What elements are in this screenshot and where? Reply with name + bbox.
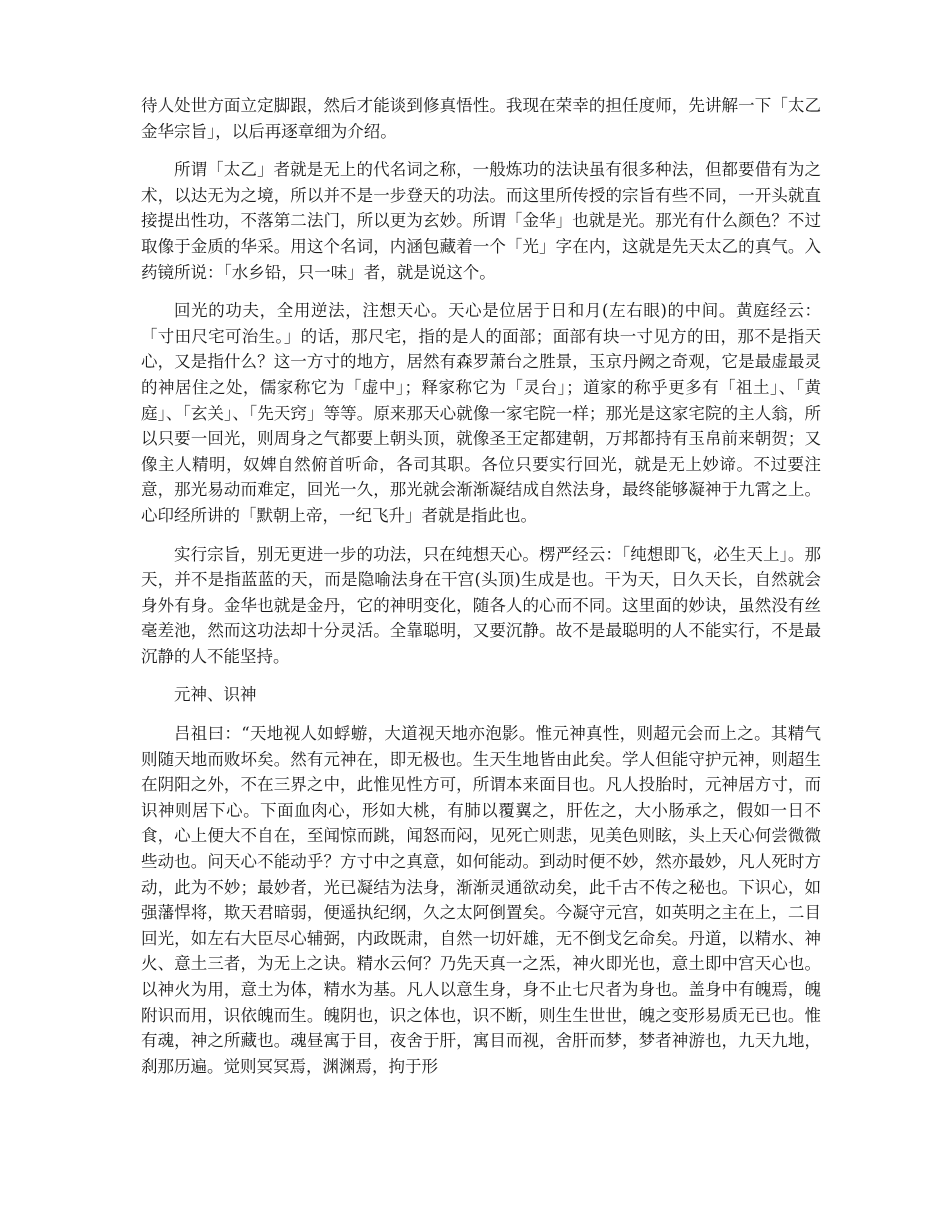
paragraph-zongzhi: 实行宗旨，别无更进一步的功法，只在纯想天心。楞严经云：「纯想即飞，必生天上」。那天，并不是指蓝蓝的天，而是隐喻法身在干宫(头顶)生成是也。干为天，日久天长，自然就会身外有身。金华也就是金丹，它的神明变化，随各人的心而不同。这里面的妙诀，虽然没有丝毫差池，然而这功法却十分灵活。全靠聪明，又要沉静。故不是最聪明的人不能实行，不是最沉静的人不能坚持。 [141, 544, 821, 666]
section-heading: 元神、识神 [174, 685, 257, 705]
paragraph-taiyi: 所谓「太乙」者就是无上的代名词之称，一般炼功的法诀虽有很多种法，但都要借有为之术，以达无为之境，所以并不是一步登天的功法。而这里所传授的宗旨有些不同，一开头就直接提出性功，不落第二法门，所以更为玄妙。所谓「金华」也就是光。那光有什么颜色？不过取像于金质的华采。用这个名词，内涵包藏着一个「光」字在内，这就是先天太乙的真气。入药镜所说：「水乡铅，只一味」者，就是说这个。 [141, 160, 821, 282]
paragraph-intro: 待人处世方面立定脚跟，然后才能谈到修真悟性。我现在荣幸的担任度师，先讲解一下「太乙金华宗旨」，以后再逐章细为介绍。 [141, 96, 821, 141]
paragraph-huiguang: 回光的功夫，全用逆法，注想天心。天心是位居于日和月(左右眼)的中间。黄庭经云：「寸田尺宅可治生。」的话，那尺宅，指的是人的面部；面部有块一寸见方的田，那不是指天心，又是指什么？这一方寸的地方，居然有森罗萧台之胜景，玉京丹阙之奇观，它是最虚最灵的神居住之处，儒家称它为「虚中」；释家称它为「灵台」；道家的称乎更多有「祖土」、「黄庭」、「玄关」、「先天窍」等等。原来那天心就像一家宅院一样；那光是这家宅院的主人翁，所以只要一回光，则周身之气都要上朝头顶，就像圣王定都建朝，万邦都持有玉帛前来朝贺；又像主人精明，奴婢自然俯首听命，各司其职。各位只要实行回光，就是无上妙谛。不过要注意，那光易动而难定，回光一久，那光就会渐渐凝结成自然法身，最终能够凝神于九霄之上。心印经所讲的「默朝上帝，一纪飞升」者就是指此也。 [141, 301, 821, 525]
paragraph-lvzu: 吕祖曰：“天地视人如蜉蝣，大道视天地亦泡影。惟元神真性，则超元会而上之。其精气则随天地而败坏矣。然有元神在，即无极也。生天生地皆由此矣。学人但能守护元神，则超生在阴阳之外，不在三界之中，此惟见性方可，所谓本来面目也。凡人投胎时，元神居方寸，而识神则居下心。下面血肉心，形如大桃，有肺以覆翼之，肝佐之，大小肠承之，假如一日不食，心上便大不自在，至闻惊而跳，闻怒而闷，见死亡则悲，见美色则眩，头上天心何尝微微些动也。问天心不能动乎？方寸中之真意，如何能动。到动时便不妙，然亦最妙，凡人死时方动，此为不妙；最妙者，光已凝结为法身，渐渐灵通欲动矣，此千古不传之秘也。下识心，如强藩悍将，欺天君暗弱，便遥执纪纲，久之太阿倒置矣。今凝守元宫，如英明之主在上，二目回光，如左右大臣尽心辅弼，内政既肃，自然一切奸雄，无不倒戈乞命矣。丹道，以精水、神火、意土三者，为无上之诀。精水云何？乃先天真一之炁，神火即光也，意土即中宫天心也。以神火为用，意土为体，精水为基。凡人以意生身，身不止七尺者为身也。盖身中有魄焉，魄附识而用，识依魄而生。魄阴也，识之体也，识不断，则生生世世，魄之变形易质无已也。惟有魂，神之所藏也。魂昼寓于目，夜舍于肝，寓目而视，舍肝而梦，梦者神游也，九天九地，刹那历遍。觉则冥冥焉，渊渊焉，拘于形 [141, 724, 821, 1076]
document-page [141, 93, 821, 1092]
